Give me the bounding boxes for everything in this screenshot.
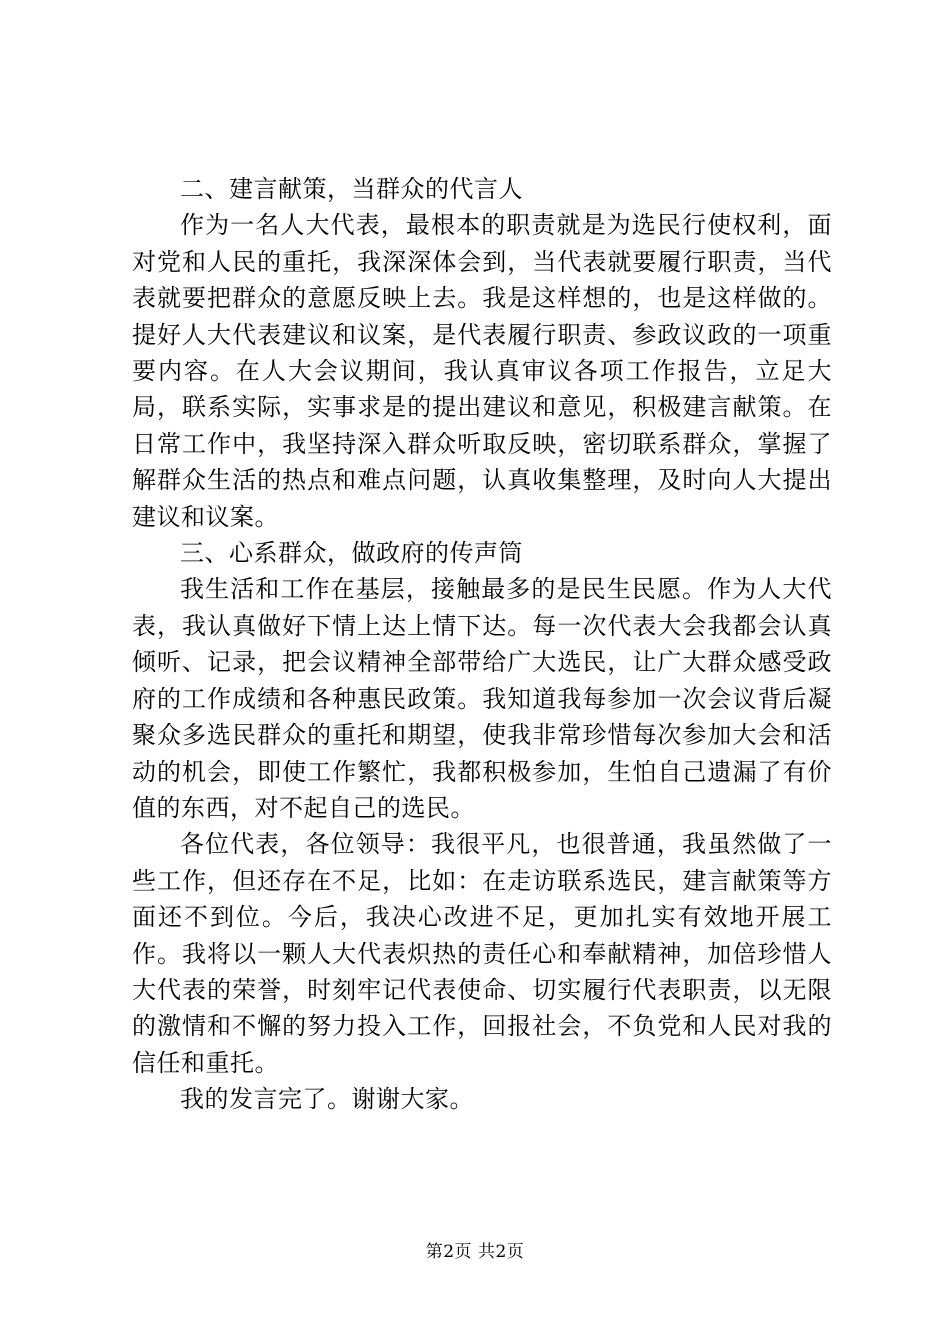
section-heading-3: 三、心系群众，做政府的传声筒 xyxy=(180,539,523,568)
document-body xyxy=(132,171,832,1118)
paragraph: 我生活和工作在基层，接触最多的是民生民愿。作为人大代表，我认真做好下情上达上情下达。每一次代表大会我都会认真倾听、记录，把会议精神全部带给广大选民，让广大群众感受政府的工作成绩和各种惠民政策。我知道我每参加一次会议背后凝聚众多选民群众的重托和期望，使我非常珍惜每次参加大会和活动的机会，即使工作繁忙，我都积极参加，生怕自己遗漏了有价值的东西，对不起自己的选民。 xyxy=(132,575,832,822)
paragraph: 各位代表，各位领导：我很平凡，也很普通，我虽然做了一些工作，但还存在不足，比如：在走访联系选民，建言献策等方面还不到位。今后，我决心改进不足，更加扎实有效地开展工作。我将以一颗人大代表炽热的责任心和奉献精神，加倍珍惜人大代表的荣誉，时刻牢记代表使命、切实履行代表职责，以无限的激情和不懈的努力投入工作，回报社会，不负党和人民对我的信任和重托。 xyxy=(132,830,832,1077)
section-heading-2: 二、建言献策，当群众的代言人 xyxy=(180,175,523,203)
closing-paragraph: 我的发言完了。谢谢大家。 xyxy=(180,1085,474,1114)
paragraph: 作为一名人大代表，最根本的职责就是为选民行使权利，面对党和人民的重托，我深深体会到，当代表就要履行职责，当代表就要把群众的意愿反映上去。我是这样想的，也是这样做的。提好人大代表建议和议案，是代表履行职责、参政议政的一项重要内容。在人大会议期间，我认真审议各项工作报告，立足大局，联系实际，实事求是的提出建议和意见，积极建言献策。在日常工作中，我坚持深入群众听取反映，密切联系群众，掌握了解群众生活的热点和难点问题，认真收集整理，及时向人大提出建议和议案。 xyxy=(132,211,832,531)
page-footer xyxy=(0,1241,950,1263)
page-number-label: 第2页 共2页 xyxy=(425,1242,525,1262)
